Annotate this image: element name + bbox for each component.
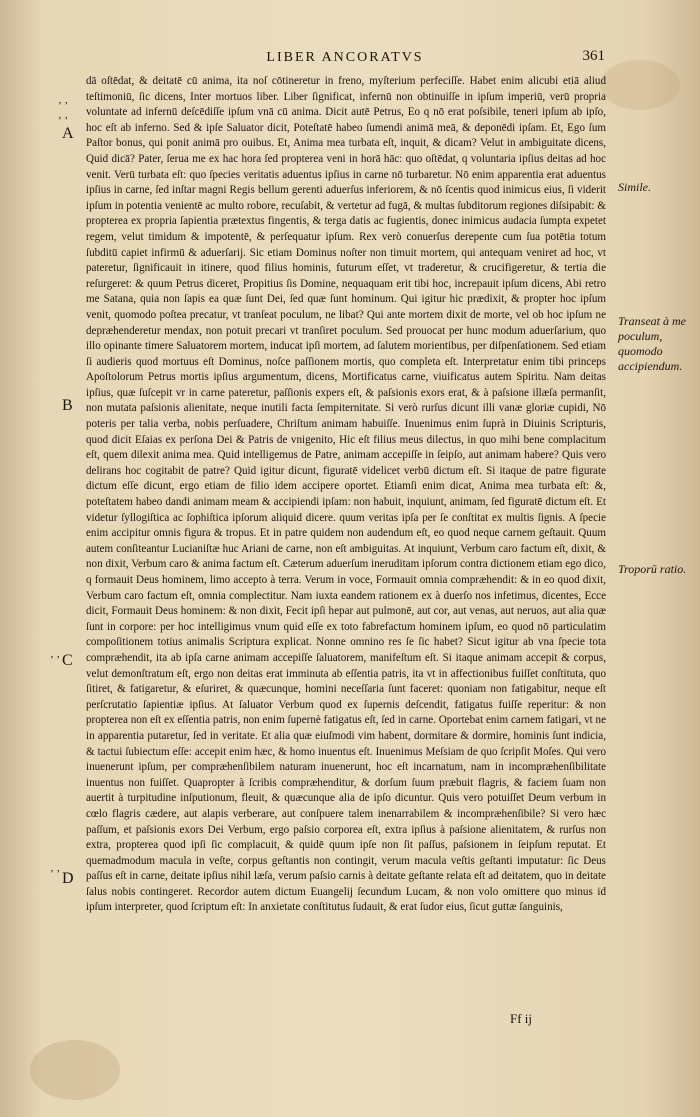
section-letter-b: B bbox=[62, 397, 73, 414]
margin-note-troporum: Troporū ratio. bbox=[618, 562, 687, 576]
quotation-mark: ‚ ‚ bbox=[50, 648, 61, 660]
page-header bbox=[85, 50, 605, 72]
quotation-mark: ‚ ‚ bbox=[50, 862, 61, 874]
page-number: 361 bbox=[582, 48, 605, 64]
margin-note-transeat: Transeat à me poculum, quomodo accipiendum. bbox=[618, 314, 687, 373]
running-title: LIBER ANCORATVS bbox=[266, 50, 424, 65]
section-letter-c: C bbox=[62, 652, 73, 669]
signature-mark: Ff ij bbox=[510, 1011, 533, 1026]
section-letter-d: D bbox=[62, 870, 74, 887]
quotation-mark: ‚ ‚ bbox=[58, 94, 69, 106]
section-letter-a: A bbox=[62, 125, 74, 142]
margin-note-simile: Simile. bbox=[618, 180, 651, 194]
foxing-stain bbox=[30, 1040, 120, 1100]
body-text bbox=[86, 74, 606, 916]
body-paragraph: dā oſtēdat, & deitatē cū anima, ita noſ cōtineretur in freno, myſterium perfeciſſe. Habet enim alicubi etiā aliud teſtimoniū, ſic dicens, Inter mortuos liber. Liber ſignificat, infernū non obtinuiſſe in ipſum imperiū, verū propria voluntate ad infernū deſcēdiſſe ipſum vnā cū anima. Dicit autē Petrus, Eo q nō erat poſsibile, teneri ipſum ab ipſo, hoc eſt ab inferno. Sed & ipſe Saluator dicit, Poteſtatē habeo ſumendi animā meā, & deponēdi ipſam. Et, Ego ſum Paſtor bonus, qui ponit animā pro ouibus. Et, Anima mea turbata eſt, inquit, & dicam? Velut in ambiguitate dicens, Quid dicā? Pater, ſerua me ex hac hora ſed propterea veni in horā hāc: quo oſtēdat, q voluntaria ipſius deitas ad hoc venit. Verū turbata eſt: quo ſpecies veritatis aduentus ipſius in carne nō turbaretur. Nō enim apparentia erat aduentus ipſius in carne, ſed inſtar magni Regis bellum gerenti aduerſus inferiorem, & nō ſcentis quod inimicus eius, ſi viderit ipſum in potentia venientē ac multo robore, recuſabit, & vertetur ad fugā, & multas ſubditorum regiones diſsipabit: & propterea ex propria ſapientia prætextus fingentis, & terga datis ac fugientis, donec inimicus audacia ſumpta expetet regem, velut timidum & impotentē, & perſequatur ipſum. Rex verò conuerſus derepente cum ſua potētia totum ſubditū capiet infirmū & aduerſarij. Sic etiam Dominus noſter non timuit mortem, qui antequam veniret ad hoc, vt pateretur, ſignificauit in itinere, quod filius hominis, futurum eſſet, vt traderetur, & crucifigeretur, & tertia die reſurgeret: & quum Petrus diceret, Propitius ſis Domine, nequaquam erit tibi hoc, increpauit ipſum dicens, Abi retro me Satana, quia non ſapis ea quæ ſunt Dei, ſed quæ ſunt hominum. Qui igitur hic prædixit, & propter hoc ipſum venit, quomodo poſtea precatur, vt tranſeat poculum, ne libat? Qui ante mortem dixit de morte, vel ob hoc ipſum ne depræhenderetur mendax, non potuit precari vt tranſiret poculum. Sed prouocat per hunc modum aduerſarium, quo illo opinante timere Saluatorem mortem, inducat ipſi mortem, ad ſalutem morientibus, per diſpenſationem. Sed etiam ſi audieris quod mortuus eſt Dominus, noſce paſſionem mortis, quo completa eſt. Interpretatur enim tibi princeps Apoſtolorum Petrus mortis ipſius argumentum, dicens, Mortificatus carne, viuificatus autem Spiritu. Nam deitas ipſius, quæ ſuſcepit vr in carne pateretur, paſſionis expers eſt, & paſsionis exors erat, & à paſsione illæſa permanſit, non mutata paſsionis alienitate, neque inutili facta ſempiternitate. Si verò rurſus dicunt illi vanæ gloriæ cupidi, Nō poteris per talia verba, nobis perſuadere, Chriſtum animam habuiſſe. Inuenimus enim ſuprà in Diuinis Scripturis, quod dicit Eſaias ex perſona Dei & Patris de vnigenito, Hic eſt filius meus dilectus, in quo mihi bene complacitum eſt, quem dilexit anima mea. Quid intelligemus de Patre, animam accepiſſe in ſeipſo, aut animam habere? Quis vero delirans hoc cogitabit de patre? Quid igitur dicunt, figuratē videlicet verbū dictum eſt. Si itaque de patre figurate dictum eſſe dicunt, ergo etiam de filio idem accipere oportet. Etiamſi enim dicat, Anima mea turbata eſt: &, poteſtatem habeo dandi animam meam & accipiendi ipſam: non habuit, inquiunt, animam, ſed figuratē dictum eſt. Et videtur ſyllogiſtica ac ſophiſtica ipſorum aliquid dicere. quum veritas ipſa per ſe conſtitat ex multis ſignis. A ſpecie enim accipitur omnis figura & tropus. Et in patre quidem non audendum eſt, eo quod neque carnem geſtauit. Quum autem conſiteantur Lucianiſtæ huc Ariani de carne, non eſt ambiguitas. At inquiunt, Verbum caro factum eſt, dixit, & non dixit, Verbum caro & anima factum eſt. Cæterum aduerſum ineruditam ipſorum contra dictionem etiam ego dico, q formauit Deus hominem, limo accepto à terra. Verum in voce, Formauit omnia compræhendit: & in eo quod dixit, Verbum caro factum eſt, omnia complectitur. Nam iuxta eandem rationem ex à duerſo nos infetimus, dicentes, Ecce dicit, Formauit Deus hominem: & non dixit, Fecit ipſi hepar aut pulmonē, aut cor, aut venas, aut neruos, aut alia quæ ſunt in corpore: per hoc intelligimus vnum quid eſſe ex toto fabrefactum hominem ipſum, eo quod nō particulatim compoſitionem totius animalis Scriptura explicat. Nonne omnino res ſe ſic habet? Sicut igitur ab vna ſpecie tota compræhendit, ita ab ipſa carne animam accepiſſe ſaluatorem, manifeſtum eſt. Si itaque animam accepit & corpus, velut demonſtratum eſt, ergo non deitas erat imminuta ab eſſentia patris, ita vt in affectionibus fuiſſet conſtituta, quo ſitiret, & fatigaretur, & eſuriret, & quæcunque, homini neceſſaria ſunt faceret: quoniam non fatigabitur, neque eſt perſcrutatio ſapientiæ ipſius. At ſaluator Verbum quod ex ſupernis deſcendit, fatigatus fuiſſe reperitur: & non propterea non eſt ex eſſentia patris, non enim ſupernè fatigatus eſt, ſed in carne. Oportebat enim carnem fatigari, vt ne in apparentia putaretur, ſed in veritate. Et alia quæ eiuſmodi vim habent, dormitare & dormire, hominis ſunt indicia, & tactui ſubiectum eſſe: accepit enim hæc, & homo inuentus eſt. Inuenimus Meſsiam de quo ſcripſit Moſes. Qui vero inuenerunt ipſum, per compræhenſibilem naturam inuenerunt, hoc eſt incarnatum, nam in incompræhenſibilitate inuentus non fuiſſet. Quapropter à ſcribis compræhenditur, & dorſum ſuum præbuit flagris, & faciem ſuam non auertit à turpitudine inſputionum, fleuit, & quæcunque alia de ipſo dicuntur. Quis vero potuiſſet Deum verbum in cœlo flagris cædere, aut alapis verberare, aut conſpuere talem inenarrabilem & incompræhenſibile? Si vero hæc paſſum, et paſsionis exors Dei Verbum, ergo paſsio corporea eſt, extra ipſius à paſsione alienitatem, & rurſus non extra, propterea quod ipſi ſic complacuit, & quidē quum ipſe non ſit paſſus, paſsionem in ſeipſum reputat. Et quemadmodum macula in veſte, corpus geſtantis non contingit, verum macula veſtis geſtanti imputatur: ſic Deus paſſus eſt in carne, deitate ipſius nihil læſa, verum paſsio carnis à deitate geſtante relata eſt ad deitatem, quo in deitate ſalus nobis contingeret. Recordor autem dictum Euangelij ſecundum Lucam, & non volo omittere quo minus id ipſum interpreter, quod ſcriptum eſt: In anxietate conſtitutus ſudauit, & erat ſudor eius, ſicut guttæ ſanguinis, bbox=[86, 75, 606, 914]
foxing-stain bbox=[600, 60, 680, 110]
quotation-mark: ‚ ‚ bbox=[58, 109, 69, 121]
